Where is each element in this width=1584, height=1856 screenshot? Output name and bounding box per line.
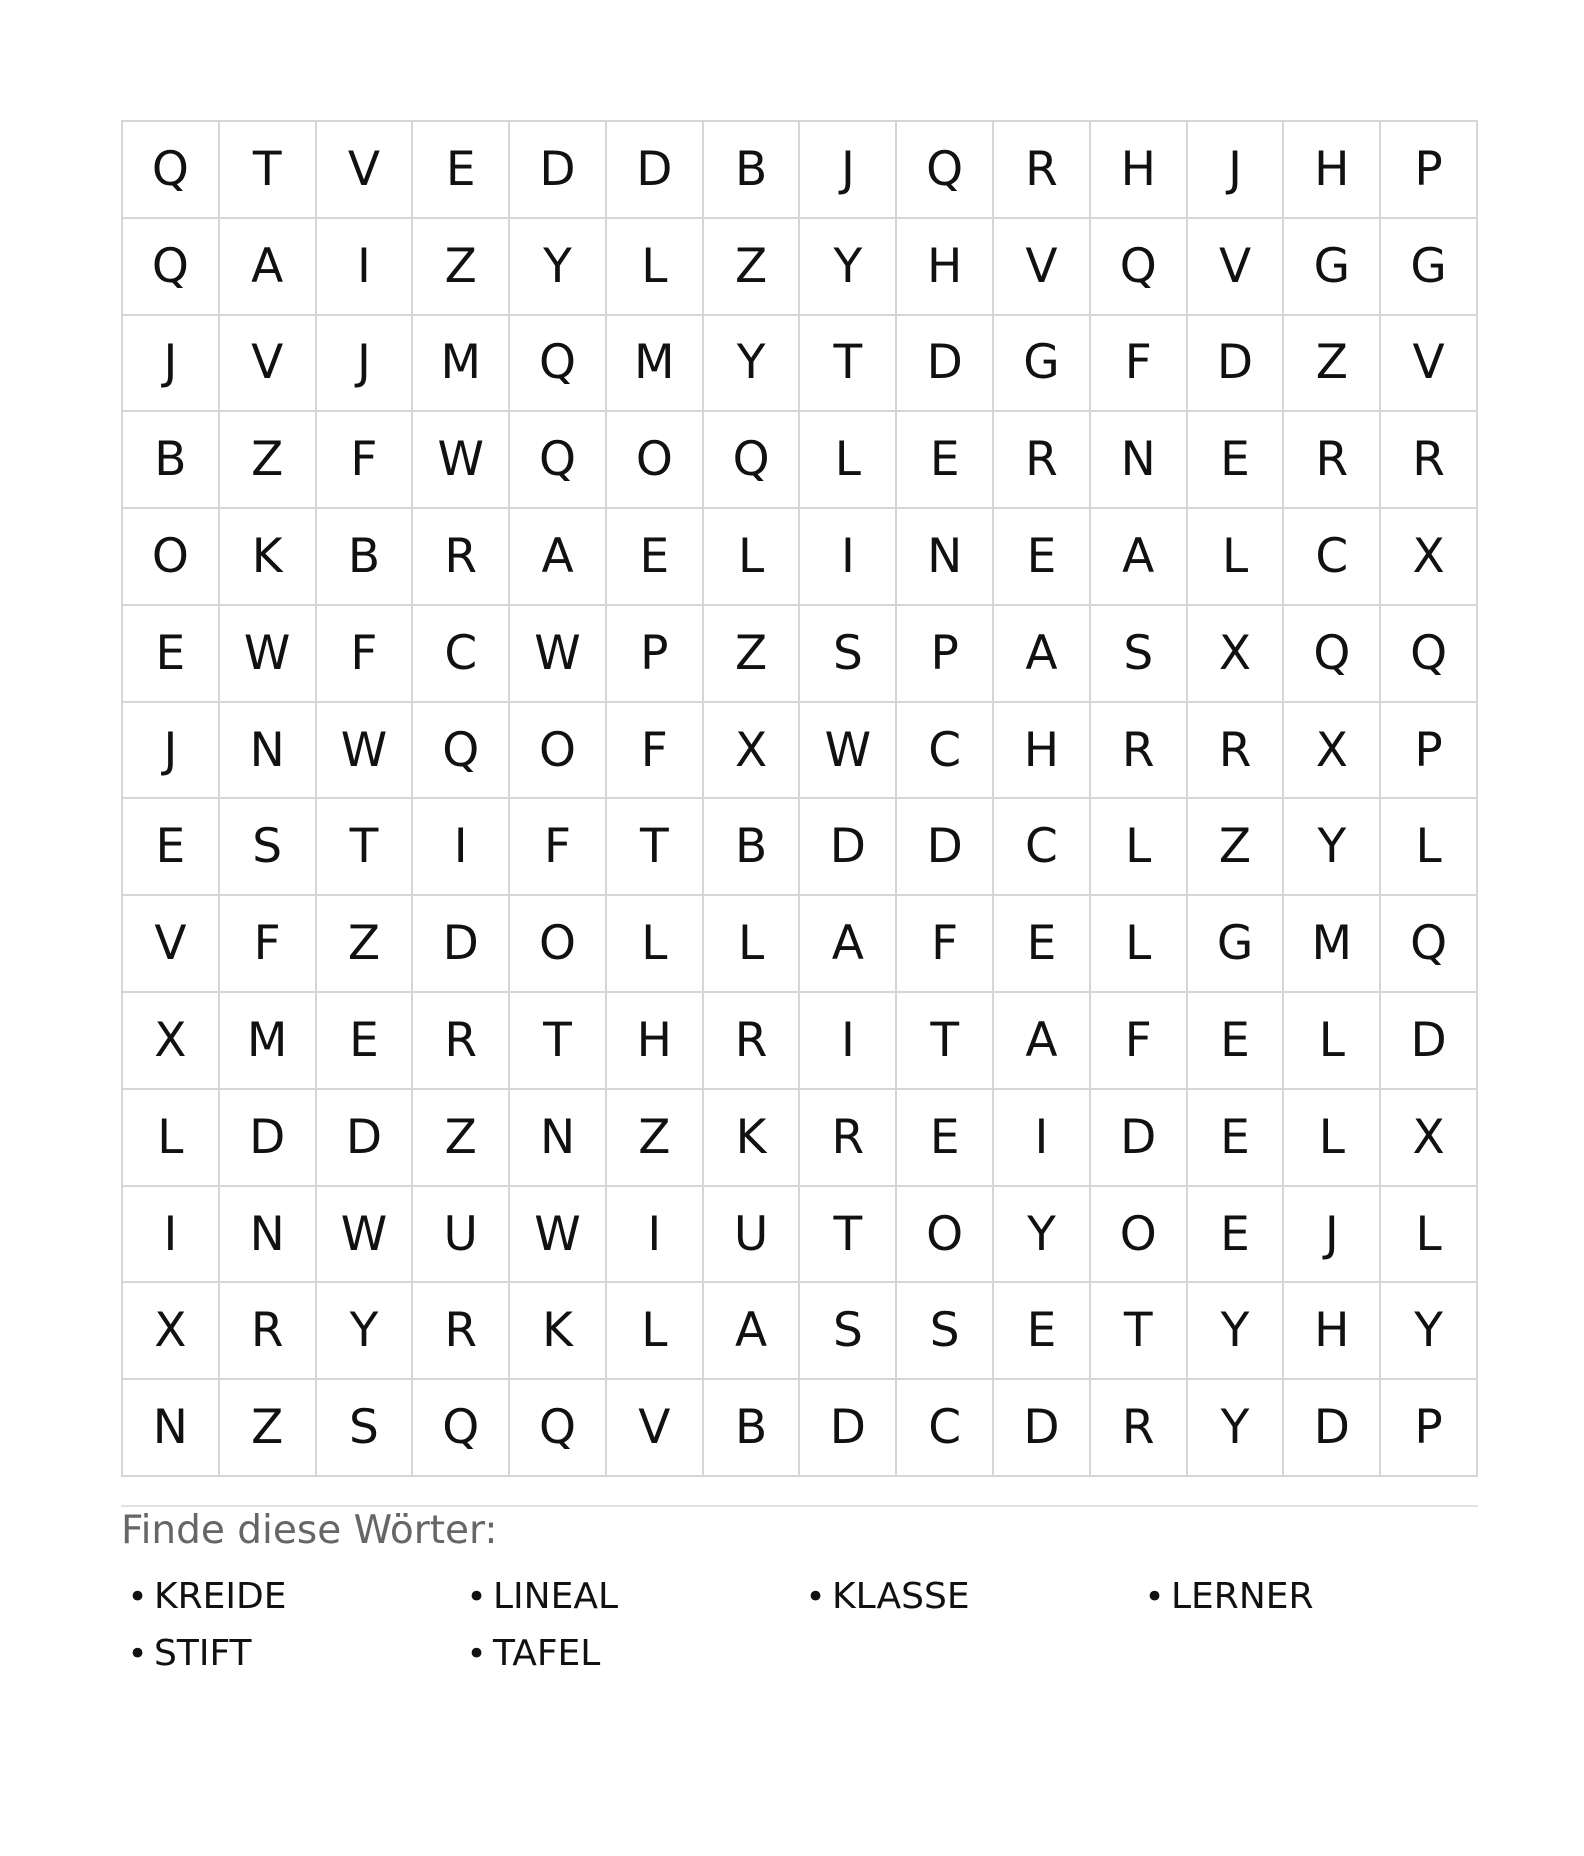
grid-cell[interactable]: Q bbox=[510, 412, 607, 509]
grid-cell[interactable]: H bbox=[1091, 122, 1188, 219]
grid-cell[interactable]: Q bbox=[704, 412, 801, 509]
grid-cell[interactable]: Y bbox=[510, 219, 607, 316]
grid-cell[interactable]: L bbox=[1091, 896, 1188, 993]
grid-cell[interactable]: N bbox=[220, 703, 317, 800]
grid-cell[interactable]: O bbox=[897, 1187, 994, 1284]
grid-cell[interactable]: R bbox=[1284, 412, 1381, 509]
grid-cell[interactable]: Y bbox=[1188, 1283, 1285, 1380]
grid-cell[interactable]: L bbox=[1188, 509, 1285, 606]
bullet-icon: • bbox=[127, 1633, 148, 1674]
word-list-item bbox=[460, 1568, 799, 1625]
grid-cell[interactable]: T bbox=[317, 799, 414, 896]
grid-cell[interactable]: S bbox=[220, 799, 317, 896]
grid-cell[interactable]: A bbox=[510, 509, 607, 606]
grid-cell[interactable]: F bbox=[510, 799, 607, 896]
grid-cell[interactable]: L bbox=[607, 1283, 704, 1380]
grid-cell[interactable]: E bbox=[607, 509, 704, 606]
grid-cell[interactable]: Y bbox=[1284, 799, 1381, 896]
grid-cell[interactable]: X bbox=[123, 993, 220, 1090]
grid-cell[interactable]: W bbox=[317, 1187, 414, 1284]
grid-cell[interactable]: T bbox=[800, 1187, 897, 1284]
grid-cell[interactable]: Z bbox=[704, 219, 801, 316]
grid-cell[interactable]: Z bbox=[413, 1090, 510, 1187]
grid-cell[interactable]: G bbox=[1284, 219, 1381, 316]
grid-cell[interactable]: D bbox=[1091, 1090, 1188, 1187]
grid-cell[interactable]: Z bbox=[413, 219, 510, 316]
grid-cell[interactable]: V bbox=[1381, 316, 1478, 413]
grid-cell[interactable]: E bbox=[123, 606, 220, 703]
grid-cell[interactable]: E bbox=[123, 799, 220, 896]
grid-cell[interactable]: G bbox=[994, 316, 1091, 413]
grid-cell[interactable]: N bbox=[123, 1380, 220, 1477]
grid-cell[interactable]: W bbox=[317, 703, 414, 800]
grid-cell[interactable]: R bbox=[994, 122, 1091, 219]
grid-cell[interactable]: I bbox=[317, 219, 414, 316]
grid-cell[interactable]: E bbox=[897, 1090, 994, 1187]
grid-cell[interactable]: Q bbox=[897, 122, 994, 219]
grid-cell[interactable]: E bbox=[1188, 993, 1285, 1090]
grid-cell[interactable]: I bbox=[800, 509, 897, 606]
word-list-item bbox=[799, 1568, 1138, 1625]
grid-cell[interactable]: Q bbox=[123, 219, 220, 316]
grid-cell[interactable]: Z bbox=[1284, 316, 1381, 413]
grid-cell[interactable]: B bbox=[317, 509, 414, 606]
grid-cell[interactable]: P bbox=[897, 606, 994, 703]
grid-cell[interactable]: D bbox=[317, 1090, 414, 1187]
grid-cell[interactable]: X bbox=[704, 703, 801, 800]
grid-cell[interactable]: T bbox=[607, 799, 704, 896]
grid-cell[interactable]: L bbox=[1381, 1187, 1478, 1284]
grid-cell[interactable]: Q bbox=[413, 1380, 510, 1477]
grid-cell[interactable]: D bbox=[607, 122, 704, 219]
grid-cell[interactable]: D bbox=[1284, 1380, 1381, 1477]
grid-cell[interactable]: A bbox=[800, 896, 897, 993]
grid-cell[interactable]: N bbox=[897, 509, 994, 606]
grid-cell[interactable]: Y bbox=[317, 1283, 414, 1380]
grid-cell[interactable]: O bbox=[510, 703, 607, 800]
grid-cell[interactable]: R bbox=[1091, 703, 1188, 800]
grid-cell[interactable]: D bbox=[1381, 993, 1478, 1090]
word-list-item bbox=[1138, 1568, 1477, 1625]
grid-cell[interactable]: R bbox=[1188, 703, 1285, 800]
grid-cell[interactable]: E bbox=[994, 1283, 1091, 1380]
grid-cell[interactable]: D bbox=[413, 896, 510, 993]
grid-cell[interactable]: B bbox=[704, 799, 801, 896]
grid-cell[interactable]: R bbox=[704, 993, 801, 1090]
grid-cell[interactable]: R bbox=[413, 509, 510, 606]
grid-cell[interactable]: C bbox=[1284, 509, 1381, 606]
word-label: TAFEL bbox=[493, 1633, 601, 1674]
word-list-heading: Finde diese Wörter: bbox=[121, 1508, 498, 1553]
grid-cell[interactable]: C bbox=[994, 799, 1091, 896]
grid-cell[interactable]: E bbox=[1188, 1090, 1285, 1187]
grid-cell[interactable]: I bbox=[123, 1187, 220, 1284]
grid-cell[interactable]: W bbox=[413, 412, 510, 509]
grid-cell[interactable]: V bbox=[607, 1380, 704, 1477]
grid-cell[interactable]: G bbox=[1188, 896, 1285, 993]
grid-cell[interactable]: Z bbox=[220, 1380, 317, 1477]
grid-cell[interactable]: D bbox=[800, 799, 897, 896]
grid-cell[interactable]: K bbox=[220, 509, 317, 606]
grid-cell[interactable]: G bbox=[1381, 219, 1478, 316]
grid-cell[interactable]: C bbox=[897, 703, 994, 800]
grid-cell[interactable]: T bbox=[800, 316, 897, 413]
grid-cell[interactable]: P bbox=[1381, 1380, 1478, 1477]
grid-cell[interactable]: X bbox=[1381, 1090, 1478, 1187]
grid-cell[interactable]: X bbox=[1188, 606, 1285, 703]
grid-cell[interactable]: P bbox=[607, 606, 704, 703]
grid-cell[interactable]: A bbox=[704, 1283, 801, 1380]
grid-cell[interactable]: D bbox=[897, 799, 994, 896]
grid-cell[interactable]: S bbox=[897, 1283, 994, 1380]
grid-cell[interactable]: E bbox=[1188, 412, 1285, 509]
grid-cell[interactable]: E bbox=[317, 993, 414, 1090]
grid-cell[interactable]: L bbox=[1284, 993, 1381, 1090]
grid-cell[interactable]: P bbox=[1381, 122, 1478, 219]
word-label: LINEAL bbox=[493, 1576, 619, 1617]
divider bbox=[121, 1505, 1478, 1507]
grid-cell[interactable]: N bbox=[1091, 412, 1188, 509]
grid-cell[interactable]: Q bbox=[510, 316, 607, 413]
grid-cell[interactable]: X bbox=[1381, 509, 1478, 606]
grid-cell[interactable]: L bbox=[123, 1090, 220, 1187]
grid-cell[interactable]: Q bbox=[1091, 219, 1188, 316]
grid-cell[interactable]: B bbox=[704, 1380, 801, 1477]
grid-cell[interactable]: I bbox=[607, 1187, 704, 1284]
grid-cell[interactable]: Z bbox=[317, 896, 414, 993]
grid-cell[interactable]: C bbox=[897, 1380, 994, 1477]
grid-cell[interactable]: U bbox=[704, 1187, 801, 1284]
grid-cell[interactable]: L bbox=[607, 219, 704, 316]
grid-cell[interactable]: M bbox=[220, 993, 317, 1090]
grid-cell[interactable]: V bbox=[994, 219, 1091, 316]
grid-cell[interactable]: P bbox=[1381, 703, 1478, 800]
grid-cell[interactable]: Z bbox=[220, 412, 317, 509]
grid-cell[interactable]: F bbox=[317, 412, 414, 509]
grid-cell[interactable]: Z bbox=[704, 606, 801, 703]
word-list-item bbox=[121, 1568, 460, 1625]
grid-cell[interactable]: W bbox=[510, 606, 607, 703]
grid-cell[interactable]: K bbox=[510, 1283, 607, 1380]
grid-cell[interactable]: J bbox=[1284, 1187, 1381, 1284]
grid-cell[interactable]: W bbox=[510, 1187, 607, 1284]
grid-cell[interactable]: R bbox=[1091, 1380, 1188, 1477]
grid-cell[interactable]: T bbox=[220, 122, 317, 219]
word-list-item bbox=[460, 1625, 799, 1682]
grid-cell[interactable]: I bbox=[413, 799, 510, 896]
grid-cell[interactable]: B bbox=[704, 122, 801, 219]
grid-cell[interactable]: V bbox=[220, 316, 317, 413]
grid-cell[interactable]: W bbox=[220, 606, 317, 703]
word-list bbox=[121, 1568, 1478, 1682]
grid-cell[interactable]: R bbox=[1381, 412, 1478, 509]
word-list-item bbox=[121, 1625, 460, 1682]
grid-cell[interactable]: L bbox=[704, 509, 801, 606]
grid-cell[interactable]: S bbox=[317, 1380, 414, 1477]
grid-cell[interactable]: D bbox=[897, 316, 994, 413]
grid-cell[interactable]: D bbox=[220, 1090, 317, 1187]
bullet-icon: • bbox=[466, 1576, 487, 1617]
grid-cell[interactable]: Q bbox=[123, 122, 220, 219]
grid-cell[interactable]: Y bbox=[704, 316, 801, 413]
grid-cell[interactable]: S bbox=[1091, 606, 1188, 703]
word-label: KLASSE bbox=[832, 1576, 970, 1617]
grid-cell[interactable]: J bbox=[1188, 122, 1285, 219]
grid-cell[interactable]: L bbox=[800, 412, 897, 509]
grid-cell[interactable]: J bbox=[123, 316, 220, 413]
grid-cell[interactable]: E bbox=[994, 896, 1091, 993]
grid-cell[interactable]: R bbox=[220, 1283, 317, 1380]
grid-cell[interactable]: O bbox=[607, 412, 704, 509]
grid-cell[interactable]: Y bbox=[1188, 1380, 1285, 1477]
grid-cell[interactable]: Y bbox=[994, 1187, 1091, 1284]
bullet-icon: • bbox=[805, 1576, 826, 1617]
grid-cell[interactable]: R bbox=[800, 1090, 897, 1187]
grid-cell[interactable]: B bbox=[123, 412, 220, 509]
grid-cell[interactable]: H bbox=[1284, 122, 1381, 219]
grid-cell[interactable]: I bbox=[800, 993, 897, 1090]
grid-cell[interactable]: A bbox=[220, 219, 317, 316]
grid-cell[interactable]: O bbox=[510, 896, 607, 993]
grid-cell[interactable]: Z bbox=[1188, 799, 1285, 896]
grid-cell[interactable]: E bbox=[994, 509, 1091, 606]
grid-cell[interactable]: K bbox=[704, 1090, 801, 1187]
grid-cell[interactable]: F bbox=[607, 703, 704, 800]
grid-cell[interactable]: X bbox=[1284, 703, 1381, 800]
grid-cell[interactable]: Y bbox=[800, 219, 897, 316]
grid-cell[interactable]: A bbox=[1091, 509, 1188, 606]
word-label: LERNER bbox=[1171, 1576, 1314, 1617]
grid-cell[interactable]: S bbox=[800, 606, 897, 703]
grid-cell[interactable]: Y bbox=[1381, 1283, 1478, 1380]
grid-cell[interactable]: O bbox=[1091, 1187, 1188, 1284]
grid-cell[interactable]: J bbox=[123, 703, 220, 800]
bullet-icon: • bbox=[127, 1576, 148, 1617]
grid-cell[interactable]: Q bbox=[1284, 606, 1381, 703]
grid-cell[interactable]: Q bbox=[413, 703, 510, 800]
grid-cell[interactable]: M bbox=[607, 316, 704, 413]
grid-cell[interactable]: R bbox=[413, 1283, 510, 1380]
grid-cell[interactable]: X bbox=[123, 1283, 220, 1380]
grid-cell[interactable]: J bbox=[317, 316, 414, 413]
bullet-icon: • bbox=[466, 1633, 487, 1674]
grid-cell[interactable]: O bbox=[123, 509, 220, 606]
grid-cell[interactable]: V bbox=[123, 896, 220, 993]
grid-cell[interactable]: L bbox=[704, 896, 801, 993]
grid-cell[interactable]: L bbox=[1381, 799, 1478, 896]
bullet-icon: • bbox=[1144, 1576, 1165, 1617]
grid-cell[interactable]: D bbox=[994, 1380, 1091, 1477]
grid-cell[interactable]: N bbox=[510, 1090, 607, 1187]
grid-cell[interactable]: Q bbox=[1381, 606, 1478, 703]
grid-cell[interactable]: S bbox=[800, 1283, 897, 1380]
grid-cell[interactable]: H bbox=[1284, 1283, 1381, 1380]
grid-cell[interactable]: W bbox=[800, 703, 897, 800]
grid-cell[interactable]: A bbox=[994, 606, 1091, 703]
grid-cell[interactable]: Q bbox=[510, 1380, 607, 1477]
grid-cell[interactable]: A bbox=[994, 993, 1091, 1090]
grid-cell[interactable]: M bbox=[1284, 896, 1381, 993]
grid-cell[interactable]: T bbox=[510, 993, 607, 1090]
grid-cell[interactable]: D bbox=[1188, 316, 1285, 413]
grid-cell[interactable]: Z bbox=[607, 1090, 704, 1187]
grid-cell[interactable]: R bbox=[994, 412, 1091, 509]
grid-cell[interactable]: E bbox=[897, 412, 994, 509]
grid-cell[interactable]: F bbox=[317, 606, 414, 703]
grid-cell[interactable]: R bbox=[413, 993, 510, 1090]
grid-cell[interactable]: D bbox=[800, 1380, 897, 1477]
grid-cell[interactable]: I bbox=[994, 1090, 1091, 1187]
grid-cell[interactable]: L bbox=[1284, 1090, 1381, 1187]
grid-cell[interactable]: J bbox=[800, 122, 897, 219]
grid-cell[interactable]: M bbox=[413, 316, 510, 413]
grid-cell[interactable]: E bbox=[1188, 1187, 1285, 1284]
grid-cell[interactable]: L bbox=[607, 896, 704, 993]
grid-cell[interactable]: F bbox=[897, 896, 994, 993]
grid-cell[interactable]: V bbox=[1188, 219, 1285, 316]
grid-cell[interactable]: V bbox=[317, 122, 414, 219]
grid-cell[interactable]: U bbox=[413, 1187, 510, 1284]
grid-cell[interactable]: H bbox=[607, 993, 704, 1090]
grid-cell[interactable]: C bbox=[413, 606, 510, 703]
grid-cell[interactable]: F bbox=[220, 896, 317, 993]
grid-cell[interactable]: T bbox=[897, 993, 994, 1090]
grid-cell[interactable]: H bbox=[994, 703, 1091, 800]
word-label: STIFT bbox=[154, 1633, 252, 1674]
letter-grid bbox=[121, 120, 1478, 1477]
grid-cell[interactable]: H bbox=[897, 219, 994, 316]
grid-cell[interactable]: E bbox=[413, 122, 510, 219]
word-label: KREIDE bbox=[154, 1576, 287, 1617]
grid-cell[interactable]: Q bbox=[1381, 896, 1478, 993]
grid-cell[interactable]: F bbox=[1091, 316, 1188, 413]
grid-cell[interactable]: N bbox=[220, 1187, 317, 1284]
grid-cell[interactable]: T bbox=[1091, 1283, 1188, 1380]
grid-cell[interactable]: L bbox=[1091, 799, 1188, 896]
grid-cell[interactable]: F bbox=[1091, 993, 1188, 1090]
grid-cell[interactable]: D bbox=[510, 122, 607, 219]
